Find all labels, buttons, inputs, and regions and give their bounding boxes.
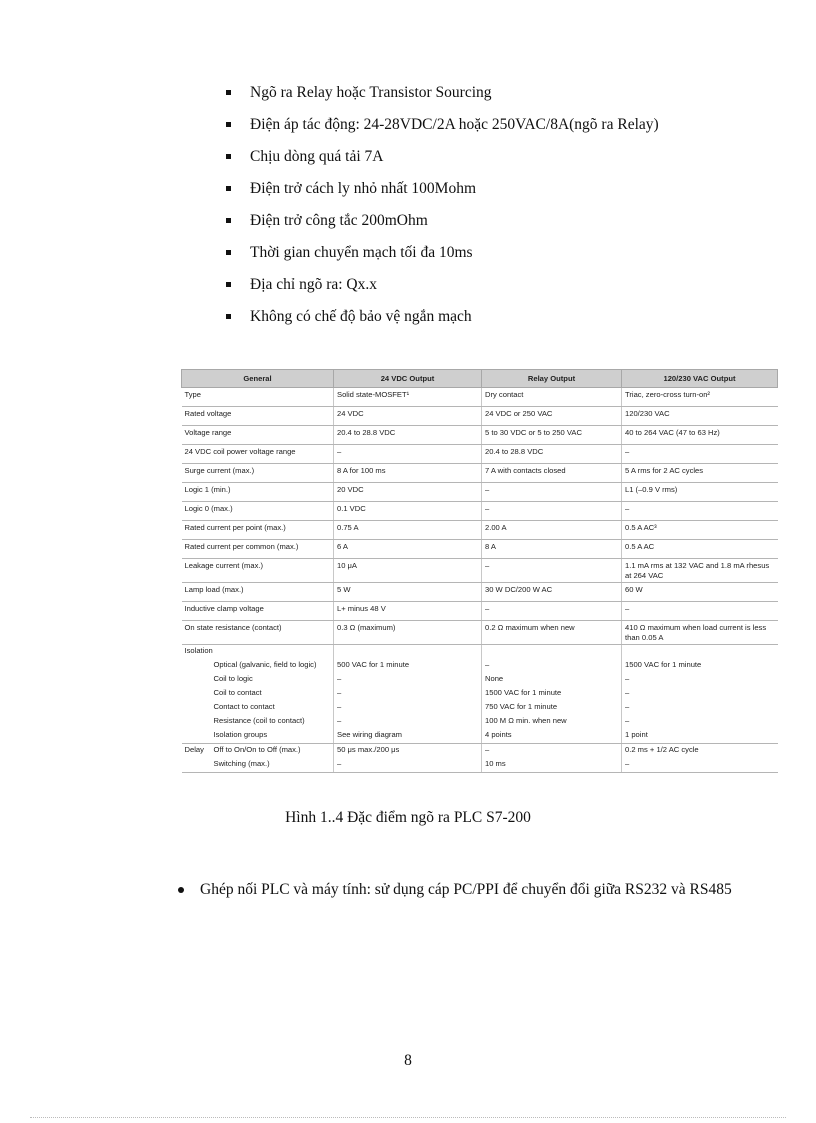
- table-cell: Leakage current (max.): [182, 559, 334, 583]
- table-cell: –: [334, 758, 482, 773]
- table-cell: Optical (galvanic, field to logic): [182, 659, 334, 673]
- table-cell: –: [482, 659, 622, 673]
- table-cell: 1.1 mA rms at 132 VAC and 1.8 mA rhesus at 264 VAC: [622, 559, 778, 583]
- table-cell: L1 (–0.9 V rms): [622, 483, 778, 502]
- table-cell: Coil to logic: [182, 673, 334, 687]
- table-cell: 24 VDC: [334, 407, 482, 426]
- footer-divider: [30, 1117, 786, 1118]
- table-cell: Voltage range: [182, 426, 334, 445]
- table-cell: Isolation: [182, 645, 334, 660]
- table-cell: Logic 1 (min.): [182, 483, 334, 502]
- table-row: [182, 687, 778, 701]
- table-cell: [334, 645, 482, 660]
- table-cell: 0.2 Ω maximum when new: [482, 621, 622, 645]
- table-cell: 5 W: [334, 583, 482, 602]
- table-cell: –: [482, 502, 622, 521]
- table-cell: Type: [182, 388, 334, 407]
- table-cell: 0.1 VDC: [334, 502, 482, 521]
- table-header: Relay Output: [482, 370, 622, 388]
- table-cell: None: [482, 673, 622, 687]
- bullet-item: Địa chỉ ngõ ra: Qx.x: [222, 274, 659, 306]
- table-cell: Logic 0 (max.): [182, 502, 334, 521]
- table-cell: –: [625, 688, 630, 697]
- table-row: [182, 715, 778, 729]
- table-cell: –: [625, 716, 630, 725]
- table-row: [182, 521, 778, 540]
- table-cell: –: [482, 559, 622, 583]
- table-cell: 20.4 to 28.8 VDC: [334, 426, 482, 445]
- table-cell: –: [482, 602, 622, 621]
- table-cell: –: [334, 701, 482, 715]
- table-cell: 500 VAC for 1 minute: [334, 659, 482, 673]
- table-row: [182, 388, 778, 407]
- table-cell: Triac, zero-cross turn-on²: [622, 388, 778, 407]
- table-cell: 7 A with contacts closed: [482, 464, 622, 483]
- table-cell: [482, 645, 622, 660]
- plc-output-spec-table: [181, 369, 778, 773]
- table-cell: Lamp load (max.): [182, 583, 334, 602]
- figure-caption: Hình 1..4 Đặc điểm ngõ ra PLC S7-200: [285, 809, 531, 826]
- table-cell: 6 A: [334, 540, 482, 559]
- table-cell: [182, 758, 334, 773]
- table-cell: 0.5 A AC³: [622, 521, 778, 540]
- table-cell: –: [334, 445, 482, 464]
- bullet-dot: [178, 887, 184, 893]
- table-cell: 8 A: [482, 540, 622, 559]
- table-cell: –: [622, 445, 778, 464]
- table-cell: –: [334, 687, 482, 701]
- table-cell: 10 ms: [482, 758, 622, 773]
- delay-sub-label: Switching (max.): [213, 759, 270, 768]
- table-cell: [622, 645, 778, 660]
- table-cell: 2.00 A: [482, 521, 622, 540]
- table-cell: –: [622, 502, 778, 521]
- table-row: [182, 502, 778, 521]
- table-cell: Solid state-MOSFET¹: [334, 388, 482, 407]
- table-header: 24 VDC Output: [334, 370, 482, 388]
- table-cell: 5 to 30 VDC or 5 to 250 VAC: [482, 426, 622, 445]
- table-cell: Rated voltage: [182, 407, 334, 426]
- table-cell: 60 W: [622, 583, 778, 602]
- table-cell: –: [625, 702, 630, 711]
- table-cell: See wiring diagram: [334, 729, 482, 744]
- table-cell: 1500 VAC for 1 minute: [482, 687, 622, 701]
- table-header: General: [182, 370, 334, 388]
- delay-sub-label: Off to On/On to Off (max.): [213, 745, 301, 754]
- table-row: [182, 464, 778, 483]
- bullet-item: Điện áp tác động: 24-28VDC/2A hoặc 250VAC/8A(ngõ ra Relay): [222, 114, 659, 146]
- table-cell: Inductive clamp voltage: [182, 602, 334, 621]
- table-cell: –: [622, 758, 778, 773]
- table-cell: 40 to 264 VAC (47 to 63 Hz): [622, 426, 778, 445]
- bullet-item: Không có chế độ bảo vệ ngắn mạch: [222, 306, 659, 338]
- note-paragraph: [178, 875, 758, 904]
- table-row: [182, 729, 778, 744]
- table-row: [182, 540, 778, 559]
- table-cell: Rated current per common (max.): [182, 540, 334, 559]
- table-cell: 50 μs max./200 μs: [334, 744, 482, 759]
- table-cell: –: [334, 673, 482, 687]
- table-row: [182, 483, 778, 502]
- table-cell: Rated current per point (max.): [182, 521, 334, 540]
- table-row: [182, 559, 778, 583]
- page-number: 8: [404, 1052, 412, 1069]
- table-cell: –: [334, 715, 482, 729]
- table-cell: –: [482, 483, 622, 502]
- table-cell: 20 VDC: [334, 483, 482, 502]
- table-cell: –: [482, 744, 622, 759]
- table-row: [182, 659, 778, 673]
- table-row: [182, 583, 778, 602]
- table-header: 120/230 VAC Output: [622, 370, 778, 388]
- table-cell: [182, 744, 334, 759]
- table-cell: Coil to contact: [182, 687, 334, 701]
- table-cell: Isolation groups: [182, 729, 334, 744]
- table-row: [182, 744, 778, 759]
- table-cell: 1 point: [622, 729, 778, 744]
- table-row: [182, 621, 778, 645]
- table-cell: Resistance (coil to contact): [182, 715, 334, 729]
- table-cell: 20.4 to 28.8 VDC: [482, 445, 622, 464]
- table-cell: 0.5 A AC: [622, 540, 778, 559]
- table-cell: 4 points: [482, 729, 622, 744]
- bullet-item: Điện trở cách ly nhỏ nhất 100Mohm: [222, 178, 659, 210]
- table-cell: L+ minus 48 V: [334, 602, 482, 621]
- table-row: [182, 673, 778, 687]
- table-row: [182, 407, 778, 426]
- bullet-item: Chịu dòng quá tải 7A: [222, 146, 659, 178]
- table-cell: –: [625, 674, 630, 683]
- table-cell: 30 W DC/200 W AC: [482, 583, 622, 602]
- bullet-item: Ngõ ra Relay hoặc Transistor Sourcing: [222, 82, 659, 114]
- bullet-list: [222, 82, 659, 338]
- table-cell: 100 M Ω min. when new: [482, 715, 622, 729]
- delay-label: Delay: [184, 745, 204, 754]
- table-row: [182, 758, 778, 773]
- table-cell: 10 μA: [334, 559, 482, 583]
- table-cell: 24 VDC coil power voltage range: [182, 445, 334, 464]
- table-cell: Dry contact: [482, 388, 622, 407]
- table-cell: On state resistance (contact): [182, 621, 334, 645]
- table-cell: 5 A rms for 2 AC cycles: [622, 464, 778, 483]
- table-cell: 750 VAC for 1 minute: [482, 701, 622, 715]
- table-cell: 8 A for 100 ms: [334, 464, 482, 483]
- table-row: [182, 602, 778, 621]
- table-cell: 0.75 A: [334, 521, 482, 540]
- note-text: Ghép nối PLC và máy tính: sử dụng cáp PC/PPI để chuyển đổi giữa RS232 và RS485: [200, 881, 732, 898]
- table-row: [182, 426, 778, 445]
- table-cell: Surge current (max.): [182, 464, 334, 483]
- table-body: [182, 388, 778, 773]
- table-cell: 1500 VAC for 1 minute: [625, 660, 702, 669]
- table-cell: 0.2 ms + 1/2 AC cycle: [625, 745, 699, 754]
- table-cell: 0.3 Ω (maximum): [334, 621, 482, 645]
- bullet-item: Điện trở công tắc 200mOhm: [222, 210, 659, 242]
- table-cell: 24 VDC or 250 VAC: [482, 407, 622, 426]
- table-cell: Contact to contact: [182, 701, 334, 715]
- bullet-item: Thời gian chuyển mạch tối đa 10ms: [222, 242, 659, 274]
- table-cell: –: [622, 602, 778, 621]
- table-row: [182, 701, 778, 715]
- table-row: [182, 445, 778, 464]
- table-row: [182, 645, 778, 660]
- table-header-row: [182, 370, 778, 388]
- table-cell: 120/230 VAC: [622, 407, 778, 426]
- table-cell: 410 Ω maximum when load current is less than 0.05 A: [622, 621, 778, 645]
